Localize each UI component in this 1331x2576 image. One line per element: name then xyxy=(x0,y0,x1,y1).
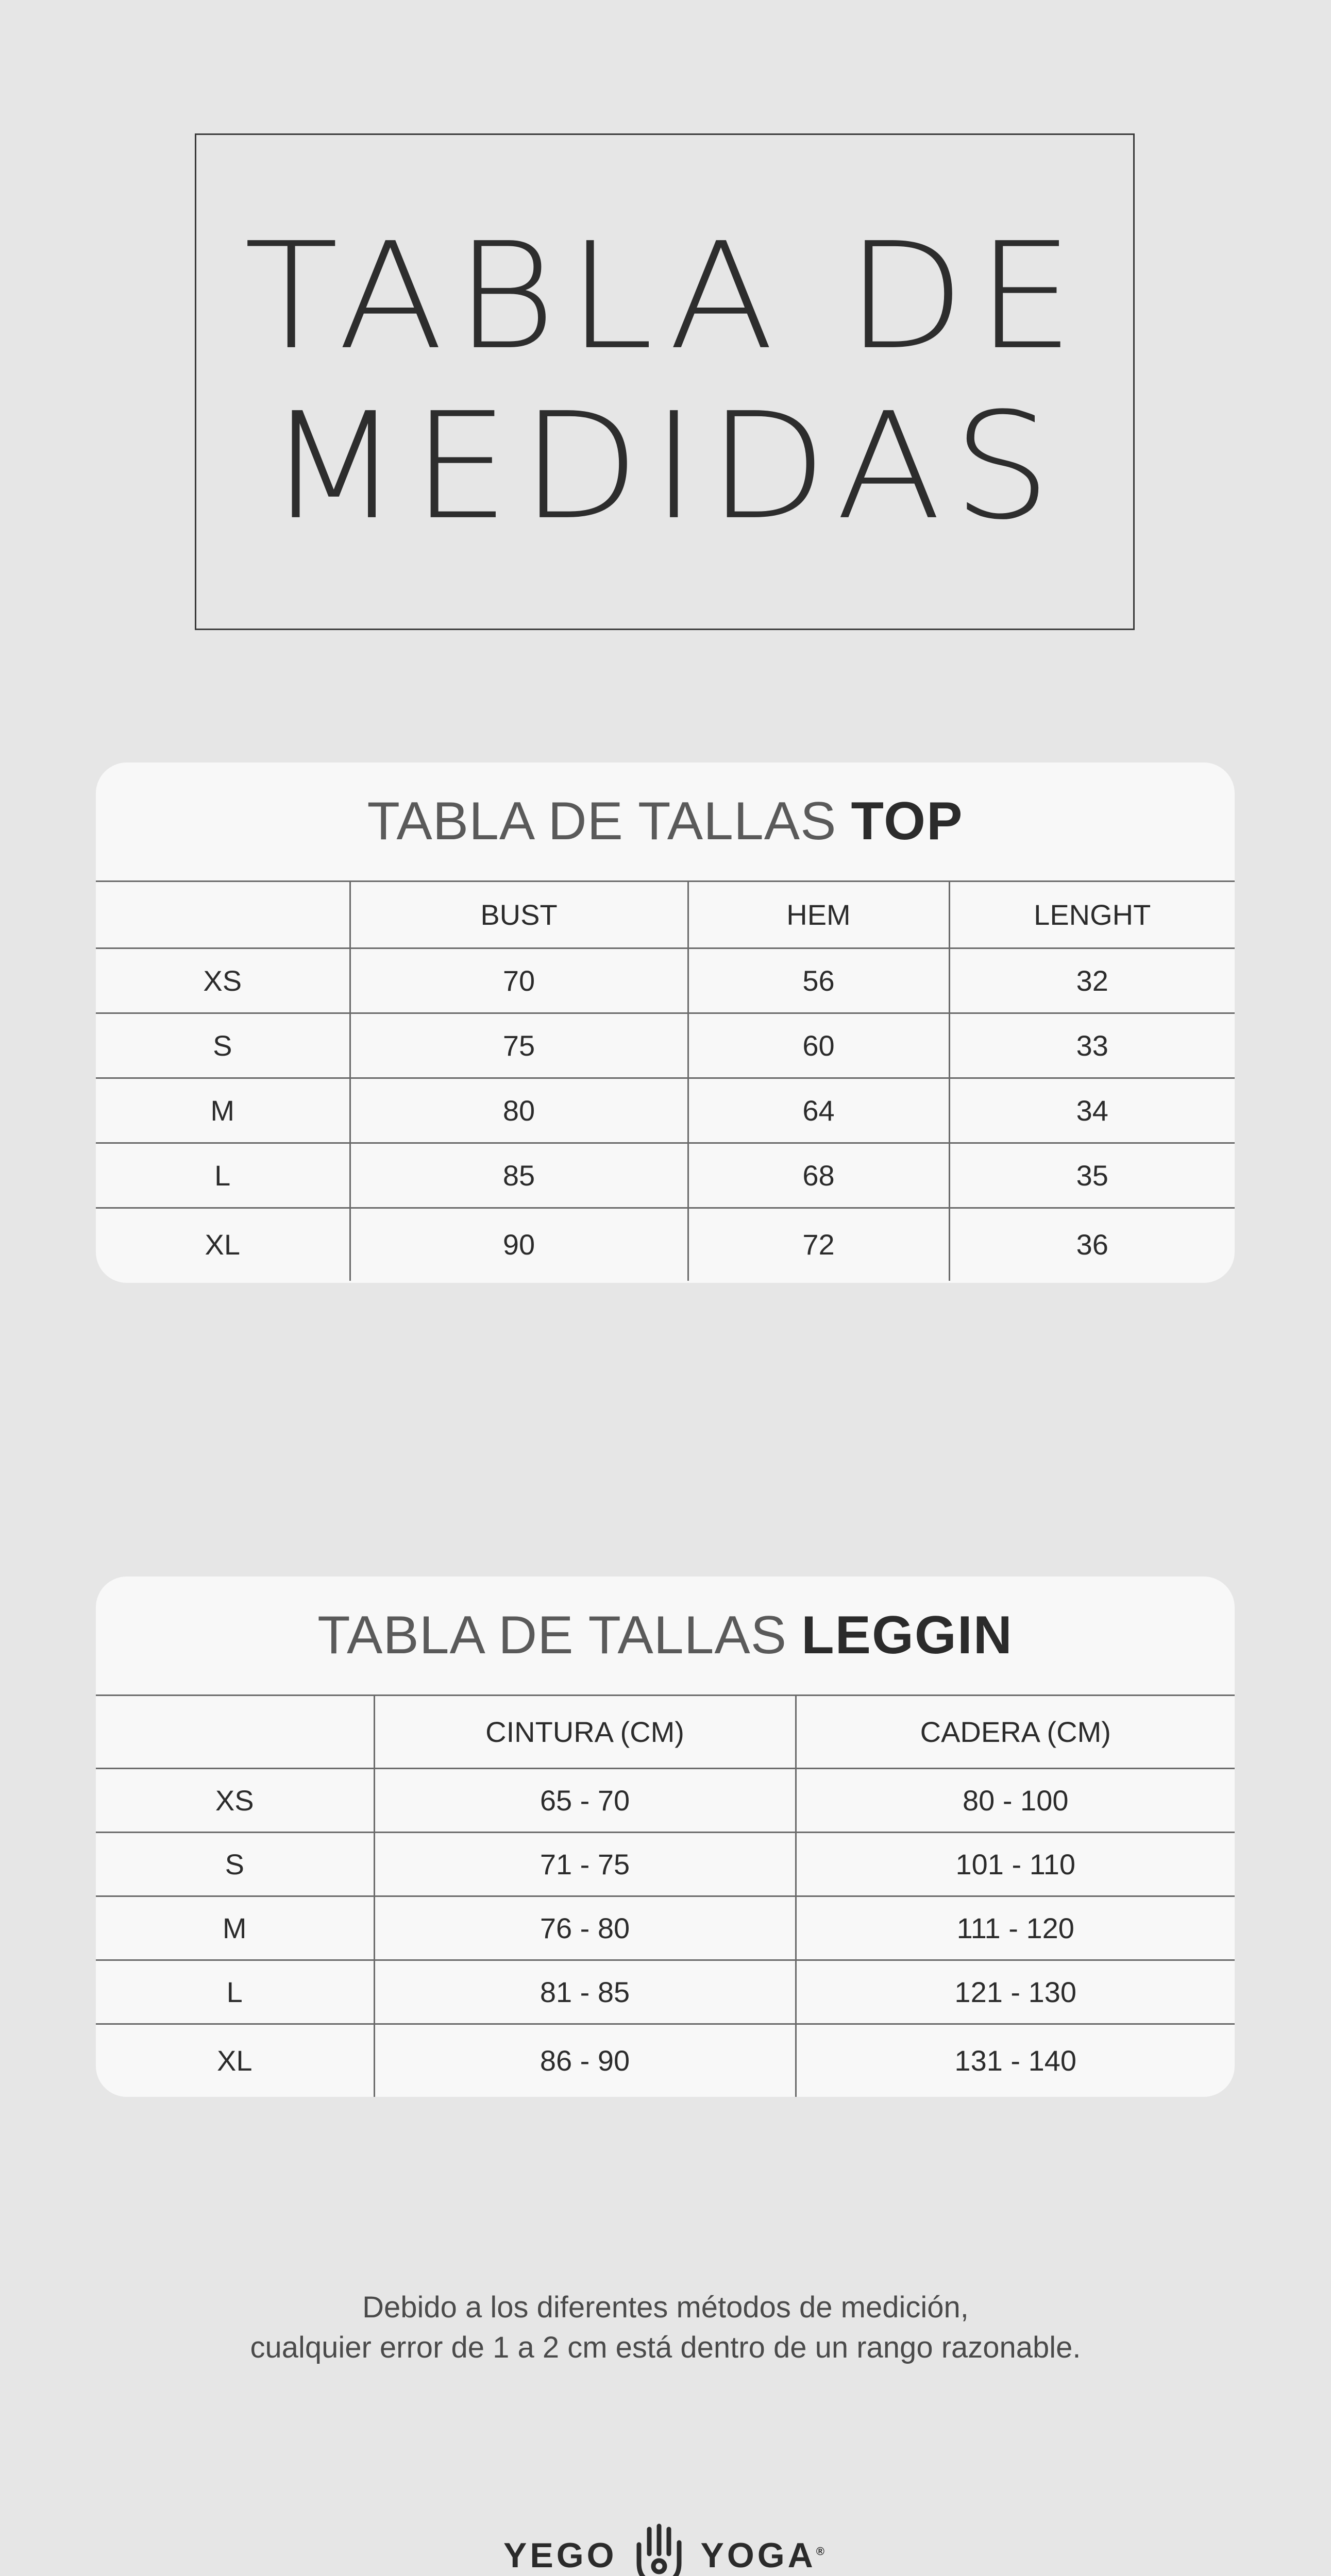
disclaimer-line-2: cualquier error de 1 a 2 cm está dentro de un rango razonable. xyxy=(250,2331,1081,2364)
title-box xyxy=(195,133,1135,630)
table-cell: 34 xyxy=(949,1078,1235,1143)
table-cell: 86 - 90 xyxy=(374,2024,796,2097)
size-cell: S xyxy=(96,1832,374,1896)
table-row xyxy=(96,948,1235,1013)
size-cell: XL xyxy=(205,1228,240,1261)
logo-word-left: YEGO xyxy=(503,2536,617,2575)
table-cell: 72 xyxy=(688,1208,949,1281)
size-cell: XL xyxy=(217,2044,252,2077)
table-cell: 131 - 140 xyxy=(796,2024,1235,2097)
size-cell: S xyxy=(96,1013,350,1078)
table-cell: 36 xyxy=(949,1208,1235,1281)
header-cell xyxy=(96,1696,374,1768)
table-header-row xyxy=(96,1696,1235,1768)
top-size-table-card xyxy=(96,762,1235,1283)
table-cell: 80 xyxy=(350,1078,688,1143)
page-title-line-1: TABLA DE xyxy=(244,211,1086,382)
table-row xyxy=(96,1960,1235,2024)
top-table-title xyxy=(96,762,1235,882)
size-cell: L xyxy=(96,1143,350,1208)
table-cell: 75 xyxy=(350,1013,688,1078)
table-header-row xyxy=(96,882,1235,948)
table-row xyxy=(96,2024,1235,2097)
leggin-table-title-light: TABLA DE TALLAS xyxy=(317,1605,787,1665)
brand-logo xyxy=(0,2522,1331,2576)
disclaimer-line-1: Debido a los diferentes métodos de medición, xyxy=(362,2291,969,2324)
table-row xyxy=(96,1013,1235,1078)
table-cell: 76 - 80 xyxy=(374,1896,796,1960)
hand-icon xyxy=(631,2522,687,2576)
header-cell: HEM xyxy=(688,882,949,948)
table-cell: 65 - 70 xyxy=(374,1768,796,1832)
table-cell: 68 xyxy=(688,1143,949,1208)
table-cell: 80 - 100 xyxy=(796,1768,1235,1832)
top-table-title-light: TABLA DE TALLAS xyxy=(367,791,837,851)
table-cell: 90 xyxy=(350,1208,688,1281)
page-title-line-2: MEDIDAS xyxy=(267,381,1063,552)
size-cell: XS xyxy=(96,948,350,1013)
header-cell: CINTURA (CM) xyxy=(374,1696,796,1768)
top-size-table xyxy=(96,882,1235,1281)
table-cell: 35 xyxy=(949,1143,1235,1208)
table-cell: 33 xyxy=(949,1013,1235,1078)
table-cell: 60 xyxy=(688,1013,949,1078)
table-row xyxy=(96,1143,1235,1208)
table-row xyxy=(96,1768,1235,1832)
leggin-table-title-bold: LEGGIN xyxy=(801,1605,1013,1665)
leggin-table-title xyxy=(96,1577,1235,1696)
table-row xyxy=(96,1832,1235,1896)
logo-row xyxy=(0,2522,1331,2576)
table-cell: 81 - 85 xyxy=(374,1960,796,2024)
table-cell: 64 xyxy=(688,1078,949,1143)
logo-word-right: YOGA® xyxy=(700,2536,828,2575)
table-cell: 111 - 120 xyxy=(796,1896,1235,1960)
table-cell: 85 xyxy=(350,1143,688,1208)
size-cell: XS xyxy=(96,1768,374,1832)
leggin-size-table xyxy=(96,1696,1235,2097)
table-cell: 101 - 110 xyxy=(796,1832,1235,1896)
header-cell xyxy=(96,882,350,948)
table-cell: 32 xyxy=(949,948,1235,1013)
size-cell: M xyxy=(96,1078,350,1143)
measurement-disclaimer xyxy=(0,2287,1331,2368)
header-cell: CADERA (CM) xyxy=(796,1696,1235,1768)
header-cell: LENGHT xyxy=(949,882,1235,948)
header-cell: BUST xyxy=(350,882,688,948)
table-row xyxy=(96,1896,1235,1960)
table-row xyxy=(96,1208,1235,1281)
table-cell: 56 xyxy=(688,948,949,1013)
table-cell: 121 - 130 xyxy=(796,1960,1235,2024)
top-table-title-bold: TOP xyxy=(851,791,964,851)
table-row xyxy=(96,1078,1235,1143)
leggin-size-table-card xyxy=(96,1577,1235,2097)
table-cell: 70 xyxy=(350,948,688,1013)
size-cell: M xyxy=(96,1896,374,1960)
size-cell: L xyxy=(96,1960,374,2024)
table-cell: 71 - 75 xyxy=(374,1832,796,1896)
